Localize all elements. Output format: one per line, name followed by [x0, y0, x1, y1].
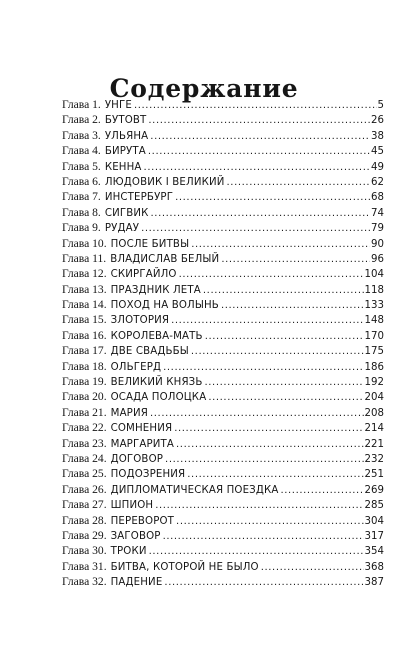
chapter-title: ПЕРЕВОРОТ — [110, 515, 175, 527]
dot-leader — [203, 329, 364, 343]
dot-leader — [174, 514, 364, 528]
page-number: 186 — [364, 361, 384, 373]
dot-leader — [161, 360, 363, 374]
page-number: 175 — [364, 346, 384, 358]
chapter-title: ИНСТЕРБУРГ — [104, 192, 174, 204]
dot-leader — [161, 529, 364, 543]
page-number: 133 — [364, 300, 384, 312]
chapter-number: Глава 6. — [62, 174, 101, 188]
chapter-title: УЛЬЯНА — [104, 130, 149, 142]
dot-leader — [139, 221, 370, 235]
dot-leader — [219, 298, 364, 312]
page-number: 232 — [364, 453, 384, 465]
toc-entry — [62, 482, 384, 497]
toc-entry — [62, 266, 384, 281]
chapter-number: Глава 13. — [62, 282, 107, 296]
chapter-number: Глава 11. — [62, 251, 107, 265]
chapter-title: ПАДЕНИЕ — [110, 577, 163, 589]
toc-entry — [62, 513, 384, 528]
chapter-number: Глава 1. — [62, 98, 101, 111]
chapter-title: ТРОКИ — [110, 546, 147, 558]
toc-entry — [62, 128, 384, 143]
toc-entry — [62, 405, 384, 420]
dot-leader — [259, 560, 364, 574]
toc-entry — [62, 451, 384, 466]
dot-leader — [132, 98, 377, 112]
dot-leader — [219, 252, 370, 266]
toc-entry — [62, 312, 384, 327]
dot-leader — [225, 175, 371, 189]
chapter-title: ОСАДА ПОЛОЦКА — [110, 392, 207, 404]
dot-leader — [162, 575, 363, 589]
page-number: 285 — [364, 500, 384, 512]
chapter-number: Глава 23. — [62, 436, 107, 450]
dot-leader — [177, 267, 364, 281]
chapter-title: ПОХОД НА ВОЛЫНЬ — [110, 300, 219, 312]
chapter-title: КЕННА — [104, 161, 142, 173]
toc-entry — [62, 466, 384, 481]
page-number: 118 — [364, 284, 384, 296]
page-number: 204 — [364, 392, 384, 404]
chapter-title: ДИПЛОМАТИЧЕСКАЯ ПОЕЗДКА — [110, 484, 279, 496]
page-number: 5 — [377, 100, 384, 111]
dot-leader — [148, 406, 364, 420]
chapter-title: БИТВА, КОТОРОЙ НЕ БЫЛО — [110, 561, 259, 573]
dot-leader — [174, 437, 364, 451]
page-number: 214 — [364, 423, 384, 435]
toc-entry — [62, 174, 384, 189]
page-number: 49 — [371, 161, 384, 173]
chapter-number: Глава 7. — [62, 190, 101, 204]
toc-entry — [62, 236, 384, 251]
dot-leader — [206, 390, 363, 404]
toc-entry — [62, 328, 384, 343]
dot-leader — [278, 483, 363, 497]
dot-leader — [149, 206, 371, 220]
chapter-title: ЗАГОВОР — [110, 530, 161, 542]
chapter-title: СОМНЕНИЯ — [110, 423, 173, 435]
page-number: 74 — [371, 207, 384, 219]
chapter-title: ВЕЛИКИЙ КНЯЗЬ — [110, 377, 203, 389]
chapter-number: Глава 19. — [62, 375, 107, 389]
chapter-title: СИГВИК — [104, 207, 149, 219]
chapter-title: МАРИЯ — [110, 407, 148, 419]
toc-entry — [62, 359, 384, 374]
toc-entry — [62, 189, 384, 204]
dot-leader — [189, 237, 370, 251]
chapter-number: Глава 21. — [62, 405, 107, 419]
page-number: 170 — [364, 330, 384, 342]
chapter-number: Глава 18. — [62, 359, 107, 373]
chapter-number: Глава 8. — [62, 205, 101, 219]
toc-entry — [62, 389, 384, 404]
chapter-title: РУДАУ — [104, 223, 140, 235]
chapter-number: Глава 17. — [62, 344, 107, 358]
chapter-number: Глава 14. — [62, 298, 107, 312]
dot-leader — [169, 313, 363, 327]
chapter-title: СКИРГАЙЛО — [110, 269, 177, 281]
chapter-title: ПОДОЗРЕНИЯ — [110, 469, 186, 481]
page-number: 104 — [364, 269, 384, 281]
toc-entry — [62, 420, 384, 435]
toc-entry — [62, 497, 384, 512]
chapter-number: Глава 28. — [62, 513, 107, 527]
toc-entry — [62, 559, 384, 574]
chapter-number: Глава 25. — [62, 467, 107, 481]
toc-entry — [62, 251, 384, 266]
table-of-contents — [62, 97, 384, 590]
dot-leader — [173, 190, 370, 204]
page-number: 26 — [371, 115, 384, 127]
chapter-title: МАРГАРИТА — [110, 438, 175, 450]
dot-leader — [147, 544, 364, 558]
chapter-number: Глава 24. — [62, 451, 107, 465]
page-number: 251 — [364, 469, 384, 481]
chapter-number: Глава 9. — [62, 221, 101, 235]
chapter-title: УНГЕ — [104, 100, 132, 111]
toc-entry — [62, 112, 384, 127]
dot-leader — [146, 144, 370, 158]
chapter-number: Глава 20. — [62, 390, 107, 404]
chapter-number: Глава 29. — [62, 528, 107, 542]
dot-leader — [201, 283, 364, 297]
chapter-title: ЛЮДОВИК I ВЕЛИКИЙ — [104, 176, 225, 188]
page-number: 317 — [364, 530, 384, 542]
page-number: 387 — [364, 577, 384, 589]
chapter-number: Глава 32. — [62, 575, 107, 589]
dot-leader — [142, 160, 370, 174]
page-title: Содержание — [109, 73, 299, 103]
page-number: 90 — [371, 238, 384, 250]
chapter-title: ДВЕ СВАДЬБЫ — [110, 346, 189, 358]
toc-entry — [62, 528, 384, 543]
chapter-number: Глава 4. — [62, 144, 101, 158]
toc-entry — [62, 543, 384, 558]
toc-entry — [62, 159, 384, 174]
chapter-number: Глава 26. — [62, 482, 107, 496]
chapter-number: Глава 2. — [62, 113, 101, 127]
chapter-title: ЗЛОТОРИЯ — [110, 315, 170, 327]
dot-leader — [153, 498, 363, 512]
page-number: 269 — [364, 484, 384, 496]
toc-entry — [62, 205, 384, 220]
page-number: 68 — [371, 192, 384, 204]
dot-leader — [146, 113, 370, 127]
chapter-number: Глава 5. — [62, 159, 101, 173]
chapter-title: ДОГОВОР — [110, 453, 164, 465]
page-number: 208 — [364, 407, 384, 419]
page-number: 62 — [371, 176, 384, 188]
dot-leader — [189, 344, 364, 358]
chapter-number: Глава 30. — [62, 544, 107, 558]
toc-entry — [62, 220, 384, 235]
page-number: 96 — [371, 253, 384, 265]
dot-leader — [172, 421, 363, 435]
chapter-number: Глава 12. — [62, 267, 107, 281]
page-number: 221 — [364, 438, 384, 450]
chapter-title: БИРУТА — [104, 146, 146, 158]
toc-entry — [62, 343, 384, 358]
page-number: 304 — [364, 515, 384, 527]
page-number: 38 — [371, 130, 384, 142]
page-number: 368 — [364, 561, 384, 573]
dot-leader — [203, 375, 364, 389]
chapter-title: ПРАЗДНИК ЛЕТА — [110, 284, 201, 296]
page-number: 45 — [371, 146, 384, 158]
chapter-number: Глава 10. — [62, 236, 107, 250]
chapter-number: Глава 27. — [62, 498, 107, 512]
dot-leader — [163, 452, 364, 466]
chapter-number: Глава 31. — [62, 559, 107, 573]
chapter-number: Глава 22. — [62, 421, 107, 435]
toc-entry — [62, 297, 384, 312]
toc-entry — [62, 143, 384, 158]
chapter-title: КОРОЛЕВА-МАТЬ — [110, 330, 203, 342]
toc-entry — [62, 97, 384, 112]
page-number: 79 — [371, 223, 384, 235]
chapter-number: Глава 3. — [62, 128, 101, 142]
toc-entry — [62, 282, 384, 297]
chapter-title: ШПИОН — [110, 500, 154, 512]
chapter-title: ВЛАДИСЛАВ БЕЛЫЙ — [110, 253, 220, 265]
chapter-title: БУТОВТ — [104, 115, 147, 127]
chapter-title: ОЛЬГЕРД — [110, 361, 162, 373]
page-number: 192 — [364, 377, 384, 389]
toc-entry — [62, 574, 384, 589]
chapter-title: ПОСЛЕ БИТВЫ — [110, 238, 190, 250]
chapter-number: Глава 15. — [62, 313, 107, 327]
dot-leader — [148, 129, 370, 143]
toc-entry — [62, 436, 384, 451]
dot-leader — [185, 467, 363, 481]
page-number: 354 — [364, 546, 384, 558]
page-number: 148 — [364, 315, 384, 327]
toc-entry — [62, 374, 384, 389]
chapter-number: Глава 16. — [62, 328, 107, 342]
